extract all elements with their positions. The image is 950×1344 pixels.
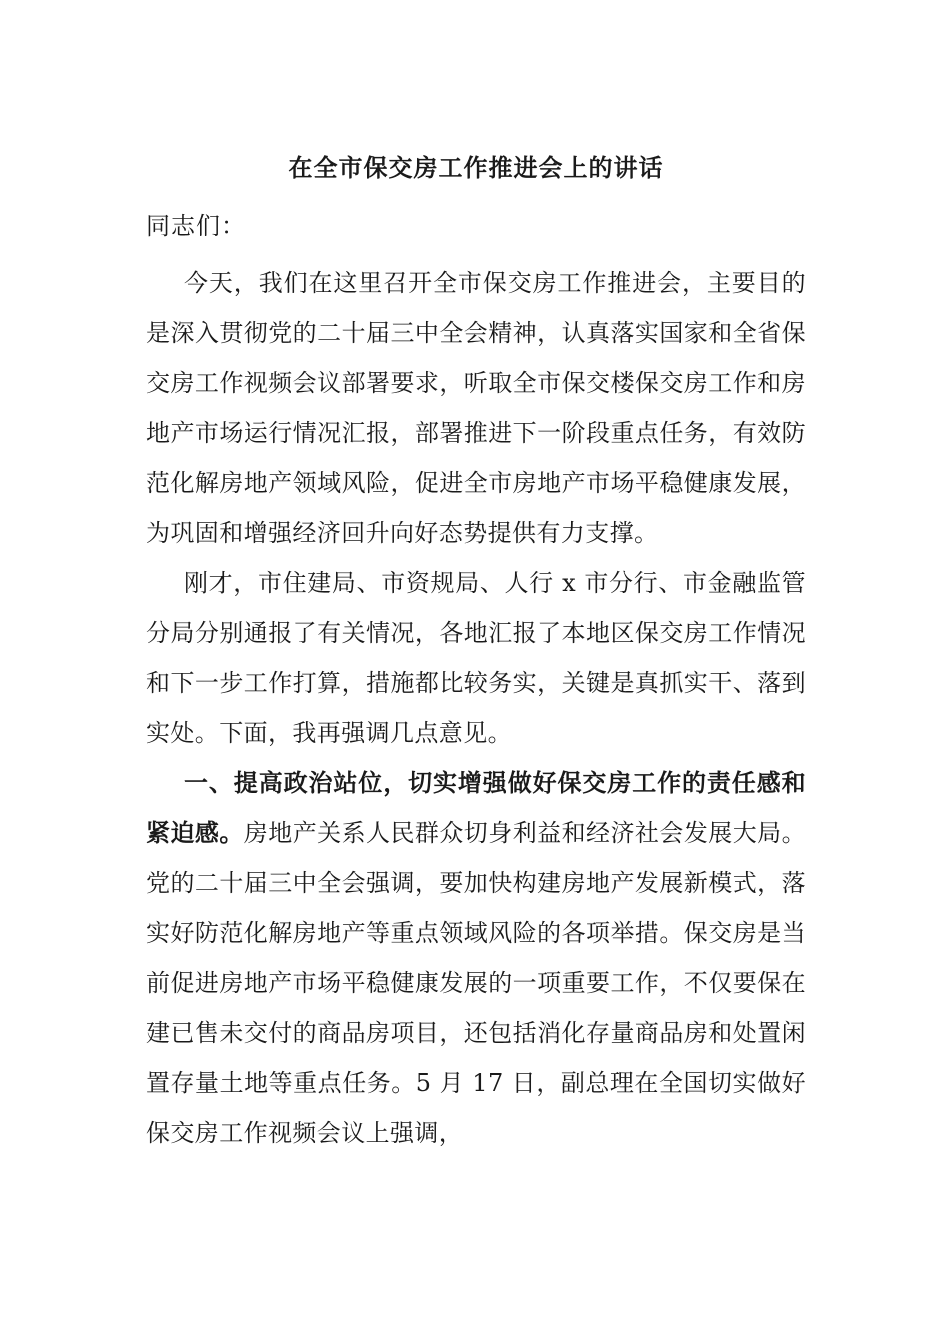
paragraph-reports-text: 刚才，市住建局、市资规局、人行 x 市分行、市金融监管分局分别通报了有关情况，各地汇报了本地区保交房工作情况和下一步工作打算，措施都比较务实，关键是真抓实干、落到实处。下面，我再强调几点意见。 — [146, 569, 806, 747]
document-title: 在全市保交房工作推进会上的讲话 — [288, 153, 664, 182]
document-page — [146, 150, 806, 1158]
paragraph-section-one — [146, 758, 806, 1158]
paragraph-opening — [146, 258, 806, 558]
paragraph-reports — [146, 558, 806, 758]
paragraph-opening-text: 今天，我们在这里召开全市保交房工作推进会，主要目的是深入贯彻党的二十届三中全会精神，认真落实国家和全省保交房工作视频会议部署要求，听取全市保交楼保交房工作和房地产市场运行情况汇报，部署推进下一阶段重点任务，有效防范化解房地产领域风险，促进全市房地产市场平稳健康发展，为巩固和增强经济回升向好态势提供有力支撑。 — [146, 269, 806, 547]
section-one-text: 房地产关系人民群众切身利益和经济社会发展大局。党的二十届三中全会强调，要加快构建房地产发展新模式，落实好防范化解房地产等重点领域风险的各项举措。保交房是当前促进房地产市场平稳健康发展的一项重要工作，不仅要保在建已售未交付的商品房项目，还包括消化存量商品房和处置闲置存量土地等重点任务。5 月 17 日，副总理在全国切实做好保交房工作视频会议上强调， — [146, 819, 806, 1147]
greeting: 同志们： — [146, 212, 246, 240]
section-one-heading: 一、提高政治站位，切实增强做好保交房工作的责任感和紧迫感。 — [146, 768, 806, 847]
